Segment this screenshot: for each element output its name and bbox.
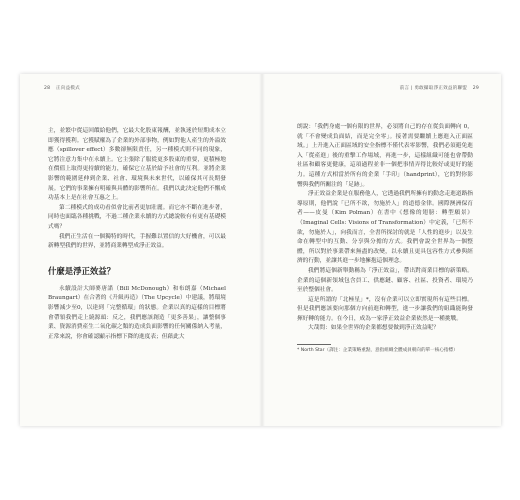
- right-page-body: [297, 123, 473, 354]
- book-spread: [20, 74, 501, 426]
- right-running-title: 勇敢攝取淨正效益的聯盟: [414, 86, 468, 91]
- left-paragraph-1: 主，並繁中從這回饋給他們，它最大化股東報酬，並執迷於短期成本立即獲得獲利。它獲賦權為了企業的外部事物，例如對他人產生的外溢效應（spillover effect）多數卻無限責任，另一種模式則不同的現象，它將注意力集中在永續上。它主張除了服從更多股東的重要，更積極地在價值上取得更持續的能力，確保它立基於給予社會的互利。並將企業影響的範圍延伸到企業、社會、環境與未來世代，以確保其可長期發展。它們的事業擁有明確與具體的影響所在。我們以此決定他們不懈成功基本上是在社會互惠之上。: [48, 128, 226, 202]
- left-paragraph-3: 我們正生活在一個獨特的時代，手握難以置信的大好機會，可以最新轉型我們的世界，並將商業轉型成淨正效益。: [48, 233, 226, 250]
- right-running-head: 前言 | 勇敢攝取淨正效益的聯盟 29: [399, 86, 479, 91]
- right-running-section: 前言: [399, 86, 410, 91]
- left-page-body: [48, 127, 226, 342]
- right-paragraph-1: 朗說：「我們身處一個有限的世界，必須將自己的存在從負面轉向 0，就「不會變成負面結，而是完全零」。接著需要繼續上應進入正面區域。」上升進入正面區域的安全指標不僅代表零影響，我們必須避免進入「從產進」後的重擊工作場域，再進一步，這樣組織可能也會帶動社區和顧客更健康，這項過程並非一個把事情弄得比較好或更好的能力。這種方式相當於所有的企業「手印」（handprint），它的對你影響與我們所關注的「足跡」。: [297, 124, 473, 188]
- right-paragraph-2: 淨正效益企業是在服務他人，它透過我們所擁有的動念走進道路指導原則，他們說「已所不欲，勿施於人」的道德金律。國際澳洲保育者——皮曼（Kim Polman）在書中《想像的翅膀：轉型願景》（Imaginal Cells: Visions of Transformation）中定義，「已所不欲，勿施於人」，向我而言，全書所探討的就是「人性的進步」以及生命在轉型中的互動、分享與分擔的方式。我們會說全世界為一個整體，所以對於事業帶來無盡的改變，以永續且更具包容性方式參與經濟的行動，並讓其進一步地擁抱這個理念。: [297, 191, 473, 265]
- left-paragraph-4: 永續設計大師麥唐諾（Bill McDonough）和布朗嘉（Michael Braungart）在合著的《升級再造》（The Upcycle）中建議，將環境影響減少至0，以達到「完整循環」的狀態。企業以真的這樣的目標將會帶領我們走上繞源頭：反之，我們應該創造「更多善果」，讓整個事業、資源消費產生二氧化碳之類的造成負面影響的任何關係納入考量，正常來說，你會確認顯示指標下降的進度表；但藉此大: [48, 285, 226, 340]
- left-running-title: 正向益模式: [55, 86, 80, 91]
- footnote: * North Star（譯注：企業策略重點，意指組織全體成員朝向的單一核心指標）: [297, 348, 458, 354]
- right-paragraph-3: 我們將這個新舉動稱為「淨正效益」，帶出對商業目標的新策略。企業的這個新領域包含員工、供應鏈、顧客、社區、投資者、環境乃至於整個社會。: [297, 267, 473, 294]
- right-page: [261, 74, 501, 426]
- left-page-number: 28: [44, 86, 51, 91]
- footnote-rule: [297, 344, 331, 345]
- left-running-head: [40, 85, 80, 91]
- right-paragraph-4: 這是所謂的「北極星」*，沒有企業可以立即實現所有這些目標。但是我們應該要向那個方向前進和轉型，進一步讓我們的組織能夠發揮好轉的能力。在今日，成為一家淨正效益企業依然是一種挑戰。: [297, 296, 473, 322]
- right-page-number: 29: [472, 86, 479, 91]
- left-paragraph-2: 第二種模式的成功看似會比前者更加壯麗。而它亦不斷在進步著，同時也面臨各種挑戰，不過二種企業永續的方式總說較有有更有基礎模式嗎？: [48, 204, 226, 230]
- section-heading: 什麼是淨正效益？: [48, 265, 115, 276]
- left-page: [20, 74, 260, 426]
- right-paragraph-5: 大哉問：如果全世界的企業都想要做到淨正效益呢？: [308, 325, 439, 332]
